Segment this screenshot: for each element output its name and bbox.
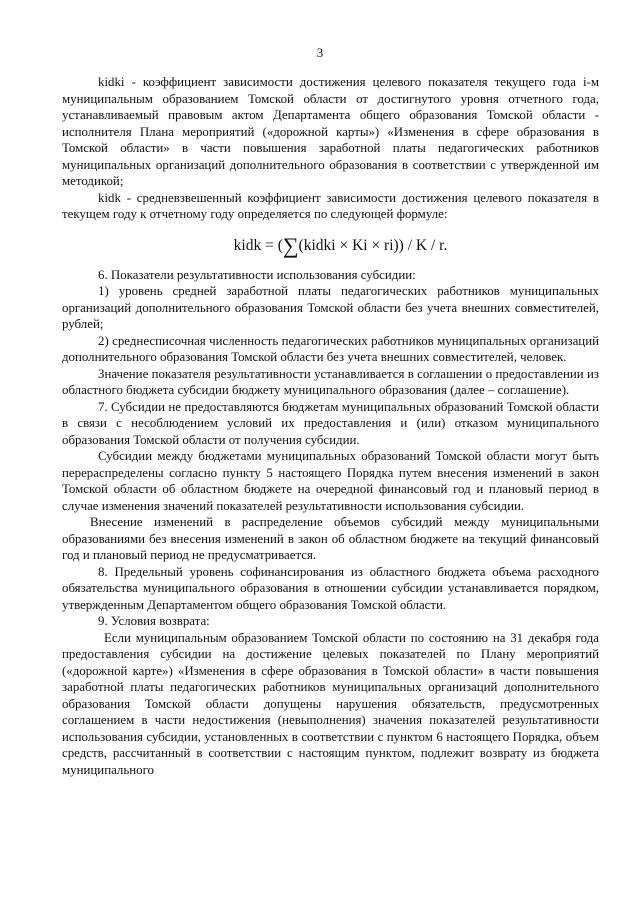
paragraph-indicator-1: 1) уровень средней заработной платы педагогических работников муниципальных организаций дополнительного образования Томской области без учета внешних совместителей, рублей; — [62, 284, 599, 331]
paragraph-changes: Внесение изменений в распределение объемов субсидий между муниципальными образованиями без внесения изменений в закон об областном бюджете на текущий финансовый год и плановый период не предусматривается. — [62, 515, 599, 562]
paragraph-section-8: 8. Предельный уровень софинансирования из областного бюджета объема расходного обязательства муниципального образования в отношении субсидии устанавливается порядком, утвержденным Департаментом общего образования Томской области. — [62, 564, 599, 612]
paragraph-redistribution: Субсидии между бюджетами муниципальных образований Томской области могут быть перераспределены согласно пункту 5 настоящего Порядка путем внесения изменений в закон Томской области об областном бюджете на очередной финансовый год и плановый период в случае изменения значений показателей результативности использования субсидии. — [62, 449, 599, 513]
paragraph-section-9-heading: 9. Условия возврата: — [98, 614, 210, 628]
formula-lhs: kidk = ( — [233, 236, 283, 254]
formula — [62, 232, 599, 258]
paragraph-kidk-definition: kidk - средневзвешенный коэффициент зависимости достижения целевого показателя в текущем году к отчетному году определяется по следующей формуле: — [62, 190, 599, 221]
page-body — [62, 74, 599, 778]
paragraph-indicator-2: 2) среднесписочная численность педагогических работников муниципальных организаций дополнительного образования Томской области без учета внешних совместителей, человек. — [62, 333, 599, 364]
paragraph-return-conditions: Если муниципальным образованием Томской области по состоянию на 31 декабря года предоставления субсидии на достижение целевых показателей по Плану мероприятий («дорожной карте») «Изменения в сфере образования в Томской области» в части повышения заработной платы педагогических работников муниципальных организаций дополнительного образования Томской области допущены нарушения обязательств, предусмотренных соглашением в части недостижения (невыполнения) значения показателей результативности использования субсидии, установленных в соответствии с пунктом 6 настоящего Порядка, объем средств, рассчитанный в соответствии с настоящим пунктом, подлежит возврату из бюджета муниципального — [62, 630, 599, 777]
paragraph-indicator-value: Значение показателя результативности устанавливается в соглашении о предоставлении из областного бюджета субсидии бюджету муниципального образования (далее – соглашение). — [62, 366, 599, 397]
sum-symbol: ∑ — [282, 232, 299, 258]
paragraph-section-7: 7. Субсидии не предоставляются бюджетам муниципальных образований Томской области в связи с несоблюдением условий их предоставления и (или) отказом муниципального образования Томской области от получения субсидии. — [62, 399, 599, 447]
paragraph-kidki-definition: kidki - коэффициент зависимости достижения целевого показателя текущего года i-м муниципальным образованием Томской области от достигнутого уровня отчетного года, устанавливаемый правовым актом Департамента общего образования Томской области - исполнителя Плана мероприятий («дорожной карты») «Изменения в сфере образования в Томской области» в части повышения заработной платы педагогических работников муниципальных организаций дополнительного образования в соответствии с утвержденной им методикой; — [62, 75, 599, 188]
paragraph-section-6-heading: 6. Показатели результативности использования субсидии: — [98, 267, 416, 282]
page-number: 3 — [316, 46, 324, 60]
formula-rhs: (kidki × Ki × ri)) / K / r. — [298, 236, 448, 254]
